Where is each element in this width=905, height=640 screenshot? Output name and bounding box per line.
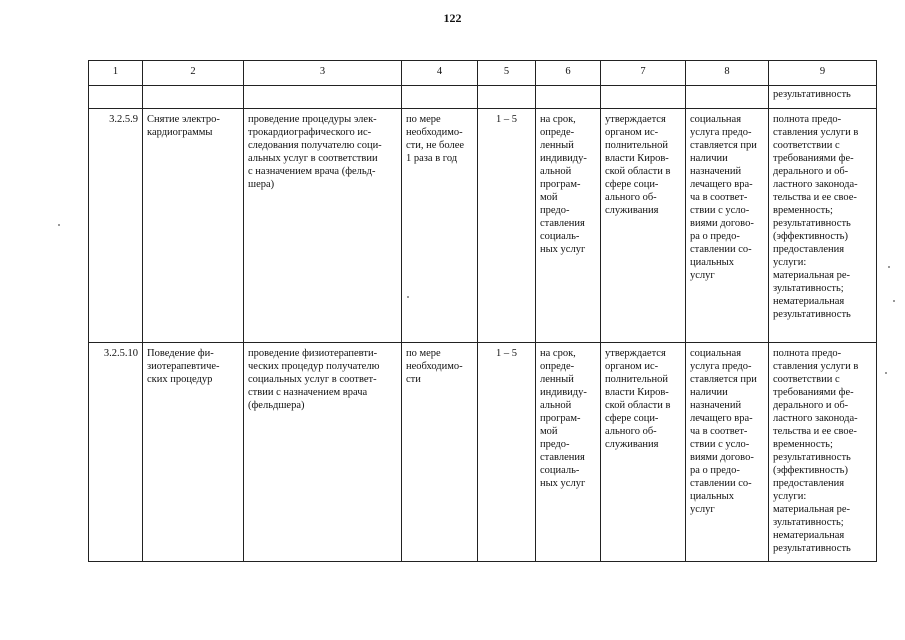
service-indicators: полнота предо- ставления услуги в соответствии с требованиями фе- дерального и об- ластного законода- тельства и ее свое- временность; результативность (эффективность) предоставления услуги: материальная ре- зультативность; нематериальная результативность (769, 343, 877, 562)
service-code: 3.2.5.10 (89, 343, 143, 562)
scan-speck (893, 300, 895, 302)
service-description: проведение процедуры элек- трокардиографического ис- следования получателю соци- альных услуг в соответствии с назначением врача (фельд- шера) (244, 109, 402, 343)
column-number: 2 (143, 61, 244, 86)
service-count: 1 – 5 (478, 109, 536, 343)
scan-speck (888, 266, 890, 268)
service-frequency: по мере необходимо- сти, не более 1 раза в год (402, 109, 478, 343)
column-number: 3 (244, 61, 402, 86)
service-cost: утверждается органом ис- полнительной власти Киров- ской области в сфере соци- ального об- служивания (601, 343, 686, 562)
column-number: 8 (686, 61, 769, 86)
scan-speck (58, 224, 60, 226)
service-term: на срок, опреде- ленный индивиду- альной програм- мой предо- ставления социаль- ных услуг (536, 343, 601, 562)
services-table (88, 60, 877, 562)
column-number: 1 (89, 61, 143, 86)
service-name: Снятие электро- кардиограммы (143, 109, 244, 343)
column-number: 9 (769, 61, 877, 86)
service-code: 3.2.5.9 (89, 109, 143, 343)
service-frequency: по мере необходимо- сти (402, 343, 478, 562)
column-number-row (89, 61, 877, 86)
service-name: Поведение фи- зиотерапевтиче- ских процедур (143, 343, 244, 562)
scan-speck (407, 296, 409, 298)
column-number: 5 (478, 61, 536, 86)
service-count: 1 – 5 (478, 343, 536, 562)
column-number: 6 (536, 61, 601, 86)
service-indicators: полнота предо- ставления услуги в соответствии с требованиями фе- дерального и об- ластного законода- тельства и ее свое- временность; результативность (эффективность) предоставления услуги: материальная ре- зультативность; нематериальная результативность (769, 109, 877, 343)
page-number: 122 (443, 11, 462, 25)
table-row (89, 343, 877, 562)
service-term: на срок, опреде- ленный индивиду- альной програм- мой предо- ставления социаль- ных услуг (536, 109, 601, 343)
service-cost: утверждается органом ис- полнительной власти Киров- ской области в сфере соци- ального об- служивания (601, 109, 686, 343)
column-number: 7 (601, 61, 686, 86)
scan-speck (885, 372, 887, 374)
continuation-text: результативность (769, 86, 877, 109)
service-conditions: социальная услуга предо- ставляется при наличии назначений лечащего вра- ча в соответ- ствии с усло- виями догово- ра о предо- ставлении со- циальных услуг (686, 109, 769, 343)
service-description: проведение физиотерапевти- ческих процедур получателю социальных услуг в соответ- ствии с назначением врача (фельдшера) (244, 343, 402, 562)
table-row (89, 109, 877, 343)
continuation-row (89, 86, 877, 109)
service-conditions: социальная услуга предо- ставляется при наличии назначений лечащего вра- ча в соответ- ствии с усло- виями догово- ра о предо- ставлении со- циальных услуг (686, 343, 769, 562)
column-number: 4 (402, 61, 478, 86)
